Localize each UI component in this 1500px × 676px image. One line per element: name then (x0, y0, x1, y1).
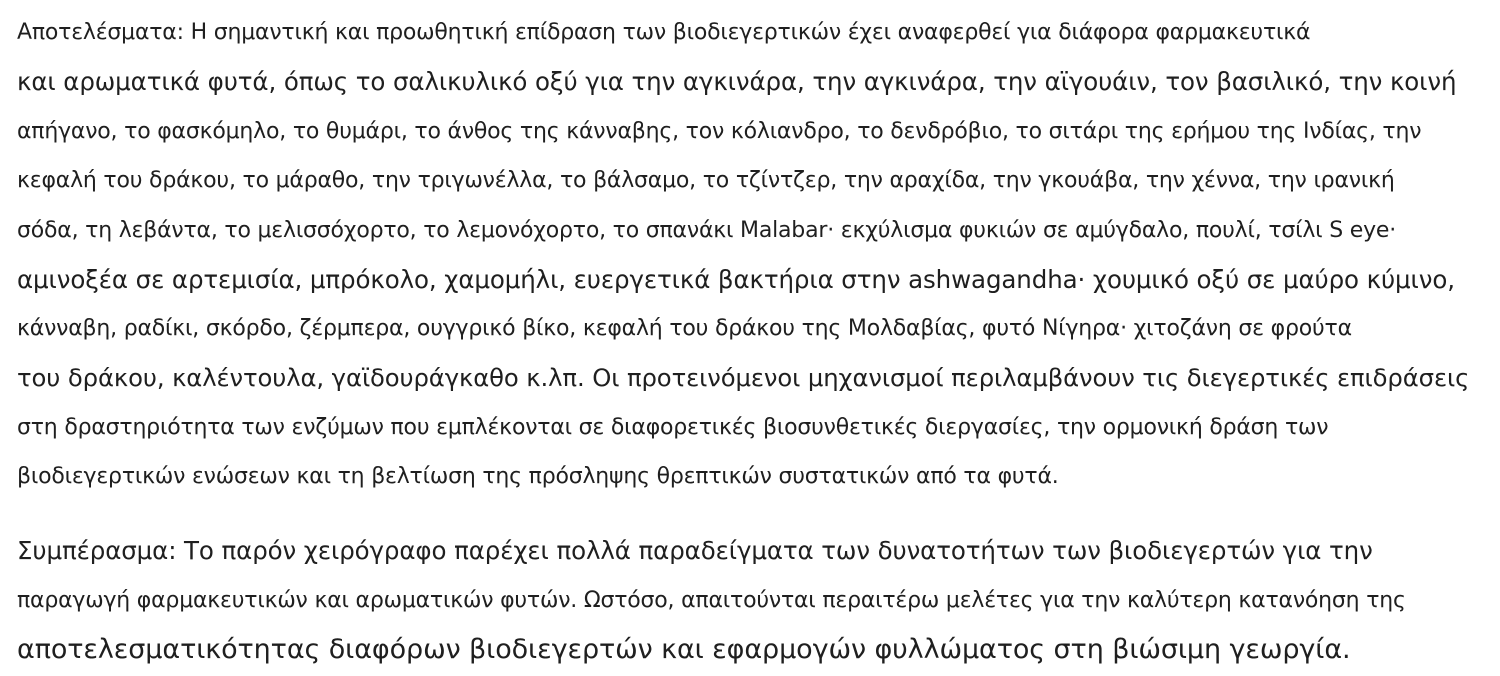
conclusion-line-2: παραγωγή φαρμακευτικών και αρωματικών φυτών. Ωστόσο, απαιτούνται περαιτέρω μελέτες για την καλύτερη κατανόηση της (17, 588, 1406, 613)
results-line-9: στη δραστηριότητα των ενζύμων που εμπλέκονται σε διαφορετικές βιοσυνθετικές διεργασίες, την ορμονική δράση των (17, 415, 1329, 440)
results-line-6: αμινοξέα σε αρτεμισία, μπρόκολο, χαμομήλι, ευεργετικά βακτήρια στην ashwagandha· χουμικό οξύ σε μαύρο κύμινο, (17, 265, 1455, 294)
results-line-3: απήγανο, το φασκόμηλο, το θυμάρι, το άνθος της κάνναβης, τον κόλιανδρο, το δενδρόβιο, το σιτάρι της ερήμου της Ινδίας, την (17, 119, 1422, 144)
results-line-8: του δράκου, καλέντουλα, γαϊδουράγκαθο κ.λπ. Οι προτεινόμενοι μηχανισμοί περιλαμβάνουν τις διεγερτικές επιδράσεις (17, 363, 1470, 392)
results-line-2: και αρωματικά φυτά, όπως το σαλικυλικό οξύ για την αγκινάρα, την αγκινάρα, την αϊγουάιν, τον βασιλικό, την κοινή (17, 67, 1457, 96)
results-line-4: κεφαλή του δράκου, το μάραθο, την τριγωνέλλα, το βάλσαμο, το τζίντζερ, την αραχίδα, την γκουάβα, την χέννα, την ιρανική (17, 168, 1395, 193)
results-line-10: βιοδιεγερτικών ενώσεων και τη βελτίωση της πρόσληψης θρεπτικών συστατικών από τα φυτά. (17, 464, 1059, 489)
conclusion-line-3: αποτελεσματικότητας διαφόρων βιοδιεγερτών και εφαρμογών φυλλώματος στη βιώσιμη γεωργία. (17, 634, 1351, 665)
results-line-5: σόδα, τη λεβάντα, το μελισσόχορτο, το λεμονόχορτο, το σπανάκι Malabar· εκχύλισμα φυκιών σε αμύγδαλο, πουλί, τσίλι S eye· (17, 218, 1397, 243)
results-line-7: κάνναβη, ραδίκι, σκόρδο, ζέρμπερα, ουγγρικό βίκο, κεφαλή του δράκου της Μολδαβίας, φυτό Νίγηρα· χιτοζάνη σε φρούτα (17, 316, 1352, 341)
results-line-1: Αποτελέσματα: Η σημαντική και προωθητική επίδραση των βιοδιεγερτικών έχει αναφερθεί για διάφορα φαρμακευτικά (17, 20, 1311, 45)
conclusion-line-1: Συμπέρασμα: Το παρόν χειρόγραφο παρέχει πολλά παραδείγματα των δυνατοτήτων των βιοδιεγερτών για την (17, 536, 1373, 565)
